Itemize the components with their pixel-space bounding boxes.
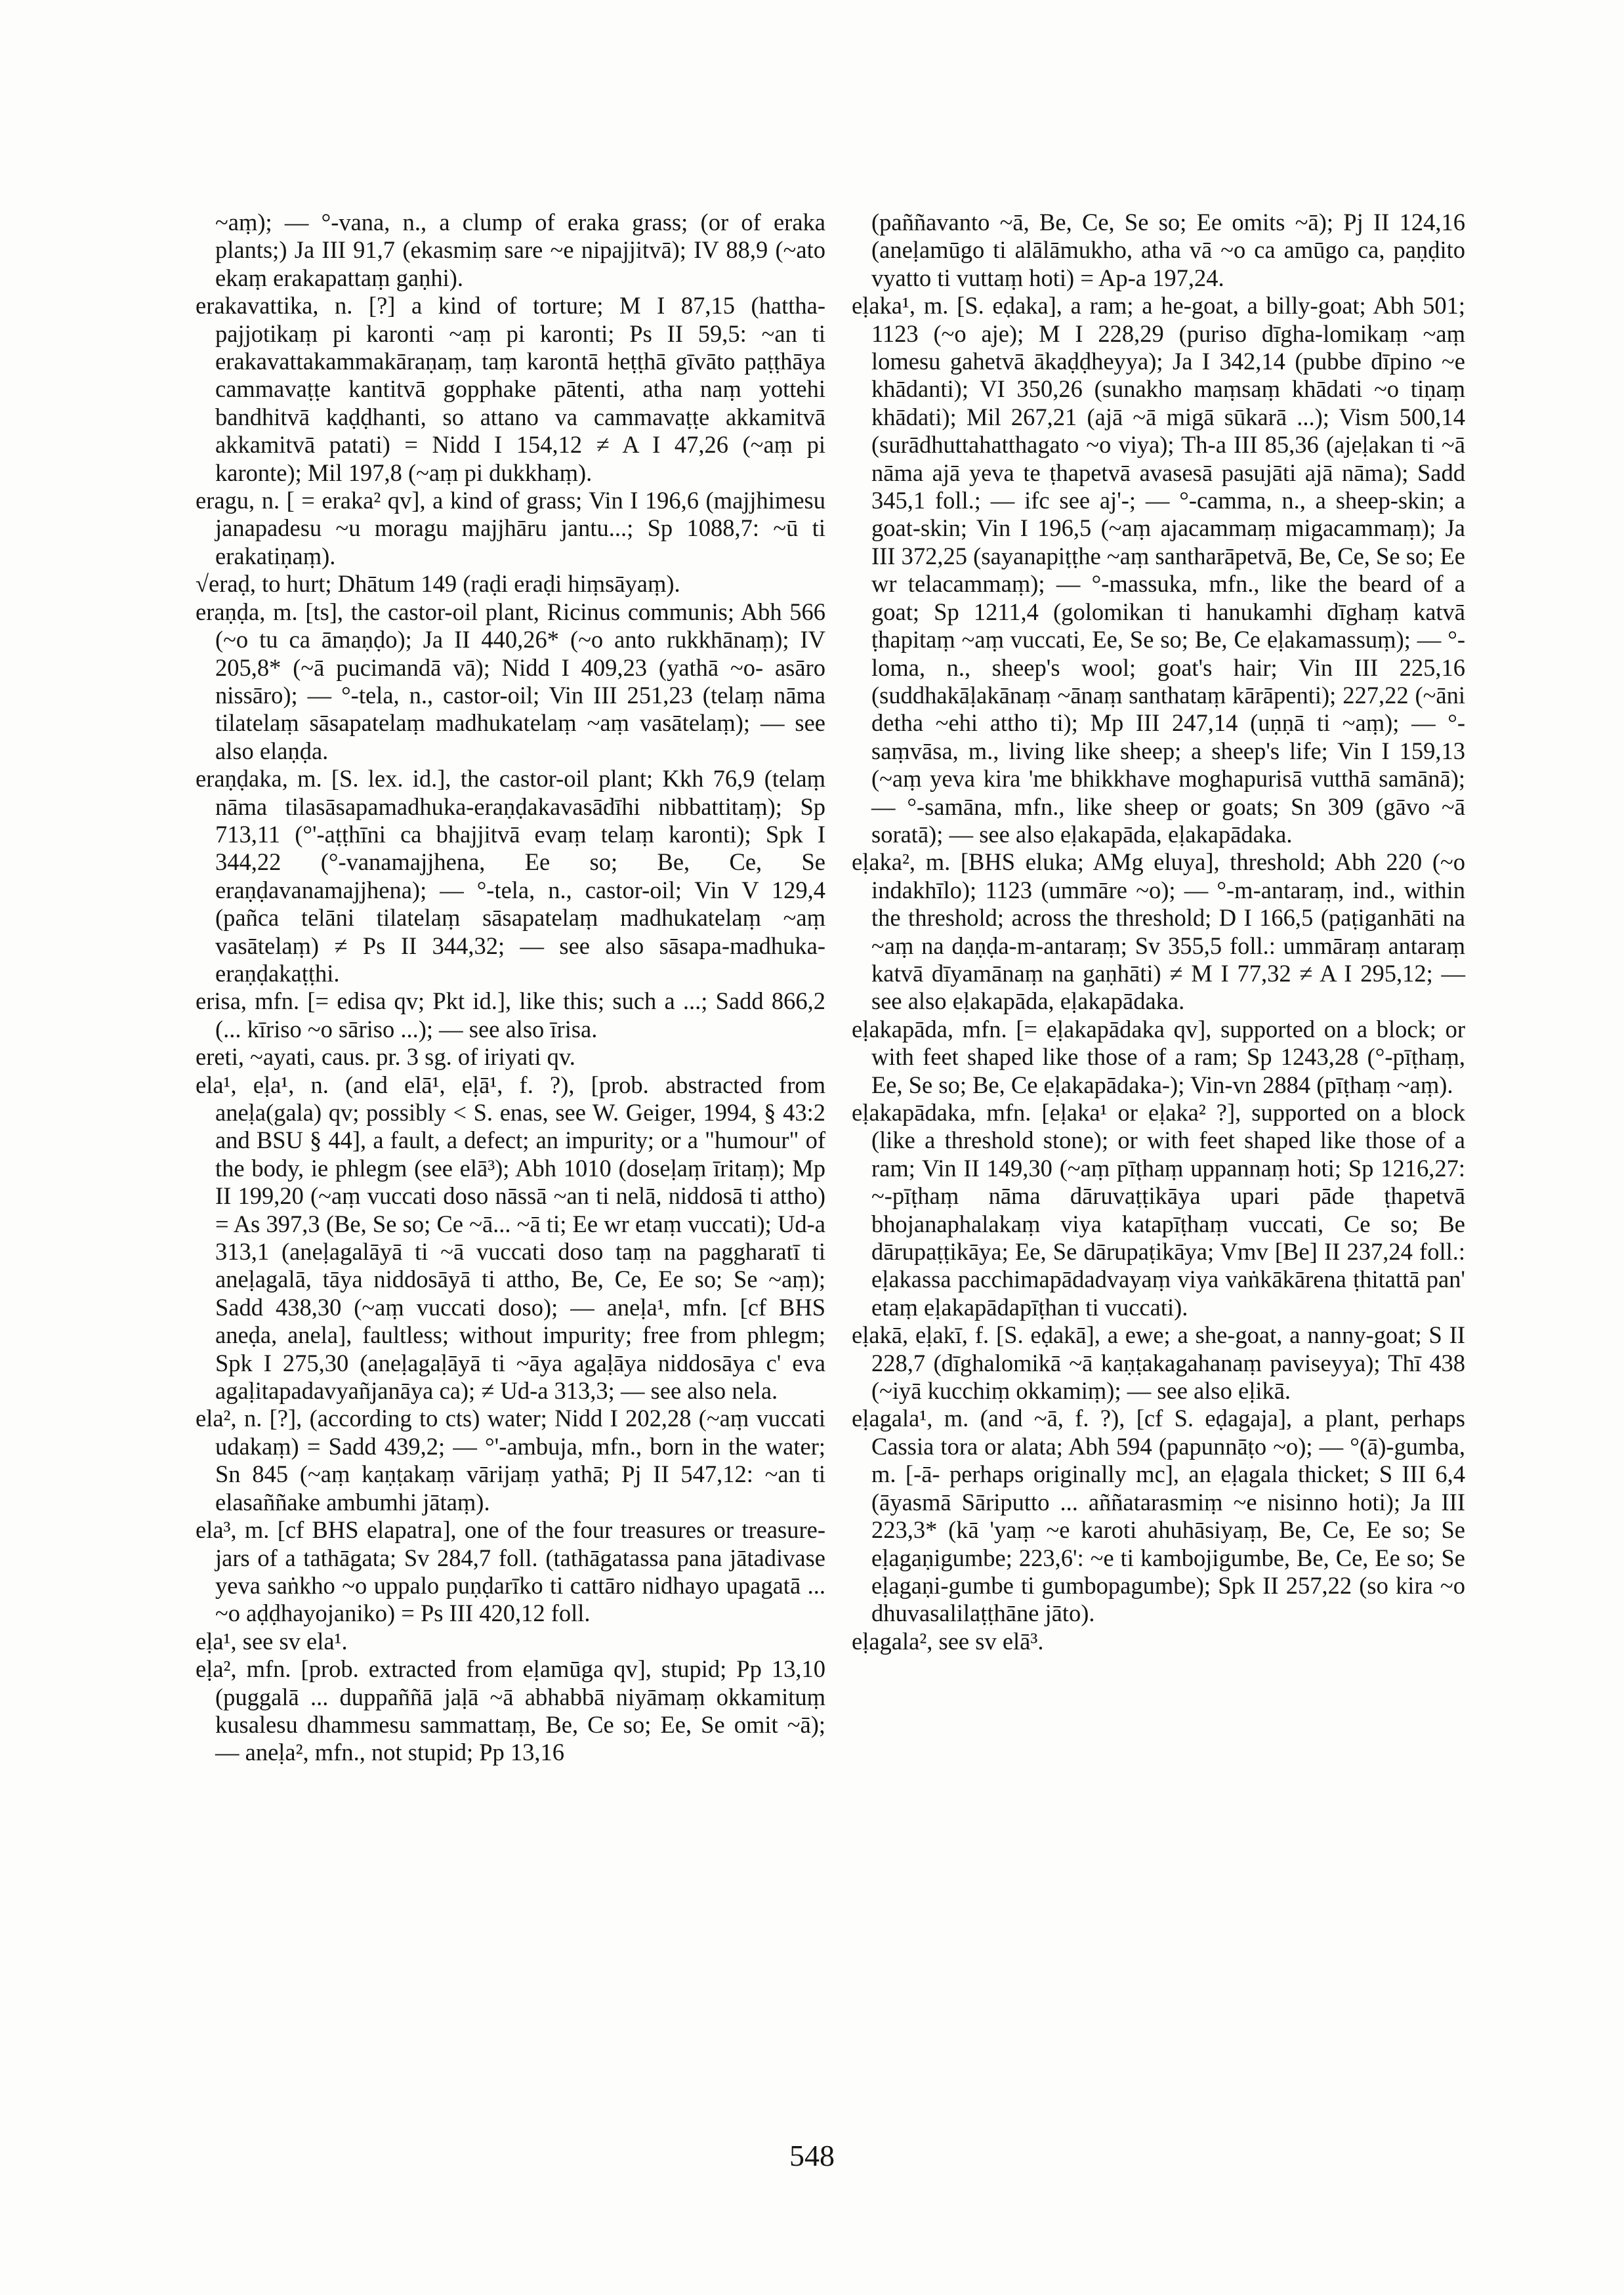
dictionary-entry: eḷagala¹, m. (and ~ā, f. ?), [cf S. eḍagaja], a plant, perhaps Cassia tora or alata; Abh 594 (papunnāṭo ~o); — °(ā)-gumba, m. [-ā- perhaps originally mc], an eḷagala thicket; S III 6,4 (āyasmā Sāriputto ... aññatarasmiṃ ~e nisinno hoti); Ja III 223,3* (kā 'yaṃ ~e karoti ahuhāsiyaṃ, Be, Ce, Ee so; Se eḷagaṇigumbe; 223,6': ~e ti kambojigumbe, Be, Ce, Ee so; Se eḷagaṇi-gumbe ti gumbopagumbe); Spk II 257,22 (so kira ~o dhuvasalilaṭṭhāne jāto). bbox=[852, 1405, 1465, 1627]
dictionary-entry: eḷakapādaka, mfn. [eḷaka¹ or eḷaka² ?], supported on a block (like a threshold stone); or with feet shaped like those of a ram; Vin II 149,30 (~aṃ pīṭhaṃ uppannaṃ hoti; Sp 1216,27: ~-pīṭhaṃ nāma dāruvaṭṭikāya upari pāde ṭhapetvā bhojanaphalakaṃ viya katapīṭhaṃ vuccati, Ce so; Be dārupaṭṭikāya; Ee, Se dārupaṭikāya; Vmv [Be] II 237,24 foll.: eḷakassa pacchimapādadvayaṃ viya vaṅkākārena ṭhitattā pan' etaṃ eḷakapādapīṭhan ti vuccati). bbox=[852, 1099, 1465, 1321]
right-column bbox=[852, 209, 1465, 1655]
dictionary-entry: eḷaka², m. [BHS eluka; AMg eluya], threshold; Abh 220 (~o indakhīlo); 1123 (ummāre ~o); — °-m-antaraṃ, ind., within the threshold; across the threshold; D I 166,5 (paṭiganhāti na ~aṃ na daṇḍa-m-antaraṃ; Sv 355,5 foll.: ummāraṃ antaraṃ katvā dīyamānaṃ na gaṇhāti) ≠ M I 77,32 ≠ A I 295,12; — see also eḷakapāda, eḷakapādaka. bbox=[852, 848, 1465, 1015]
dictionary-entry: eḷaka¹, m. [S. eḍaka], a ram; a he-goat, a billy-goat; Abh 501; 1123 (~o aje); M I 228,29 (puriso dīgha-lomikaṃ ~aṃ lomesu gahetvā ākaḍḍheyya); Ja I 342,14 (pubbe dīpino ~e khādanti); VI 350,26 (sunakho maṃsaṃ khādati ~o tiṇaṃ khādati); Mil 267,21 (ajā ~ā migā sūkarā ...); Vism 500,14 (surādhuttahatthagato ~o viya); Th-a III 85,36 (ajeḷakan ti ~ā nāma ajā yeva te ṭhapetvā avasesā pasujāti ajā nāma); Sadd 345,1 foll.; — ifc see aj'-; — °-camma, n., a sheep-skin; a goat-skin; Vin I 196,5 (~aṃ ajacammaṃ migacammaṃ); Ja III 372,25 (sayanapiṭṭhe ~aṃ santharāpetvā, Be, Ce, Se so; Ee wr telacammaṃ); — °-massuka, mfn., like the beard of a goat; Sp 1211,4 (golomikan ti hanukamhi dīghaṃ katvā ṭhapitaṃ ~aṃ vuccati, Ee, Se so; Be, Ce eḷakamassuṃ); — °-loma, n., sheep's wool; goat's hair; Vin III 225,16 (suddhakāḷakānaṃ ~ānaṃ santhataṃ kārāpenti); 227,22 (~āni detha ~ehi attho ti); Mp III 247,14 (uṇṇā ti ~aṃ); — °-saṃvāsa, m., living like sheep; a sheep's life; Vin I 159,13 (~aṃ yeva kira 'me bhikkhave moghapurisā vutthā samānā); — °-samāna, mfn., like sheep or goats; Sn 309 (gāvo ~ā soratā); — see also eḷakapāda, eḷakapādaka. bbox=[852, 292, 1465, 848]
dictionary-entry: eḷakapāda, mfn. [= eḷakapādaka qv], supported on a block; or with feet shaped like those of a ram; Sp 1243,28 (°-pīṭhaṃ, Ee, Se so; Be, Ce eḷakapādaka-); Vin-vn 2884 (pīṭhaṃ ~aṃ). bbox=[852, 1015, 1465, 1098]
dictionary-entry: erakavattika, n. [?] a kind of torture; M I 87,15 (hattha-pajjotikaṃ pi karonti ~aṃ pi karonti; Ps II 59,5: ~an ti erakavattakammakāraṇaṃ, taṃ karontā heṭṭhā gīvāto paṭṭhāya cammavaṭṭe kantitvā gopphake pātenti, atha naṃ yottehi bandhitvā kaḍḍhanti, so attano va cammavaṭṭe akkamitvā akkamitvā patati) = Nidd I 154,12 ≠ A I 47,26 (~aṃ pi karonte); Mil 197,8 (~aṃ pi dukkhaṃ). bbox=[196, 292, 825, 486]
dictionary-entry: ela¹, eḷa¹, n. (and elā¹, eḷā¹, f. ?), [prob. abstracted from aneḷa(gala) qv; possibly < S. enas, see W. Geiger, 1994, § 43:2 and BSU § 44], a fault, a defect; an impurity; or a "humour" of the body, ie phlegm (see elā³); Abh 1010 (doseḷaṃ īritaṃ); Mp II 199,20 (~aṃ vuccati doso nāssā ~an ti nelā, niddosā ti attho) = As 397,3 (Be, Se so; Ce ~ā... ~ā ti; Ee wr etaṃ vuccati); Ud-a 313,1 (aneḷagalāyā ti ~ā vuccati doso taṃ na paggharatī ti aneḷagalā, tāya niddosāyā ti attho, Be, Ce, Ee so; Se ~aṃ); Sadd 438,30 (~aṃ vuccati doso); — aneḷa¹, mfn. [cf BHS aneḍa, anela], faultless; without impurity; free from phlegm; Spk I 275,30 (aneḷagaḷāyā ti ~āya agaḷāya niddosāya c' eva agaḷitapadavyañjanāya ca); ≠ Ud-a 313,3; — see also nela. bbox=[196, 1071, 825, 1405]
dictionary-entry: eḷakā, eḷakī, f. [S. eḍakā], a ewe; a she-goat, a nanny-goat; S II 228,7 (dīghalomikā ~ā kaṇṭakagahanaṃ paviseyya); Thī 438 (~iyā kucchiṃ okkamiṃ); — see also eḷikā. bbox=[852, 1321, 1465, 1405]
dictionary-entry: eḷagala², see sv elā³. bbox=[852, 1627, 1044, 1655]
dictionary-entry: eḷa², mfn. [prob. extracted from eḷamūga qv], stupid; Pp 13,10 (puggalā ... duppaññā jaḷā ~ā abhabbā niyāmaṃ okkamituṃ kusalesu dhammesu sammattaṃ, Be, Ce so; Ee, Se omit ~ā); — aneḷa², mfn., not stupid; Pp 13,16 bbox=[196, 1655, 825, 1766]
dictionary-entry: ela², n. [?], (according to cts) water; Nidd I 202,28 (~aṃ vuccati udakaṃ) = Sadd 439,2; — °'-ambuja, mfn., born in the water; Sn 845 (~aṃ kaṇṭakaṃ vārijaṃ yathā; Pj II 547,12: ~an ti elasaññake ambumhi jātaṃ). bbox=[196, 1405, 825, 1516]
page-number: 548 bbox=[789, 2139, 835, 2172]
entry-continuation: (paññavanto ~ā, Be, Ce, Se so; Ee omits ~ā); Pj II 124,16 (aneḷamūgo ti alālāmukho, atha vā ~o ca amūgo ca, paṇḍito vyatto ti vuttaṃ hoti) = Ap-a 197,24. bbox=[871, 209, 1465, 291]
dictionary-entry: √eraḍ, to hurt; Dhātum 149 (raḍi eraḍi hiṃsāyaṃ). bbox=[196, 570, 680, 598]
dictionary-entry: ereti, ~ayati, caus. pr. 3 sg. of iriyati qv. bbox=[196, 1043, 575, 1071]
dictionary-entry: erisa, mfn. [= edisa qv; Pkt id.], like this; such a ...; Sadd 866,2 (... kīriso ~o sāriso ...); — see also īrisa. bbox=[196, 987, 825, 1043]
dictionary-entry: eḷa¹, see sv ela¹. bbox=[196, 1627, 348, 1655]
dictionary-entry: eragu, n. [ = eraka² qv], a kind of grass; Vin I 196,6 (majjhimesu janapadesu ~u moragu majjhāru jantu...; Sp 1088,7: ~ū ti erakatiṇaṃ). bbox=[196, 487, 825, 569]
entry-continuation: ~aṃ); — °-vana, n., a clump of eraka grass; (or of eraka plants;) Ja III 91,7 (ekasmiṃ sare ~e nipajjitvā); IV 88,9 (~ato ekaṃ erakapattaṃ gaṇhi). bbox=[215, 209, 825, 291]
dictionary-entry: ela³, m. [cf BHS elapatra], one of the four treasures or treasure-jars of a tathāgata; Sv 284,7 foll. (tathāgatassa pana jātadivase yeva saṅkho ~o uppalo puṇḍarīko ti cattāro nidhayo upagatā ... ~o aḍḍhayojaniko) = Ps III 420,12 foll. bbox=[196, 1516, 825, 1627]
dictionary-entry: eraṇḍaka, m. [S. lex. id.], the castor-oil plant; Kkh 76,9 (telaṃ nāma tilasāsapamadhuka-eraṇḍakavasādīhi nibbattitaṃ); Sp 713,11 (°'-aṭṭhīni ca bhajjitvā evaṃ telaṃ karonti); Spk I 344,22 (°-vanamajjhena, Ee so; Be, Ce, Se eraṇḍavanamajjhena); — °-tela, n., castor-oil; Vin V 129,4 (pañca telāni tilatelaṃ sāsapatelaṃ madhukatelaṃ ~aṃ vasātelaṃ) ≠ Ps II 344,32; — see also sāsapa-madhuka-eraṇḍakaṭṭhi. bbox=[196, 765, 825, 987]
left-column bbox=[196, 209, 825, 1767]
dictionary-entry: eraṇḍa, m. [ts], the castor-oil plant, Ricinus communis; Abh 566 (~o tu ca āmaṇḍo); Ja II 440,26* (~o anto rukkhānaṃ); IV 205,8* (~ā pucimandā vā); Nidd I 409,23 (yathā ~o- asāro nissāro); — °-tela, n., castor-oil; Vin III 251,23 (telaṃ nāma tilatelaṃ sāsapatelaṃ madhukatelaṃ ~aṃ vasātelaṃ); — see also elaṇḍa. bbox=[196, 598, 825, 764]
